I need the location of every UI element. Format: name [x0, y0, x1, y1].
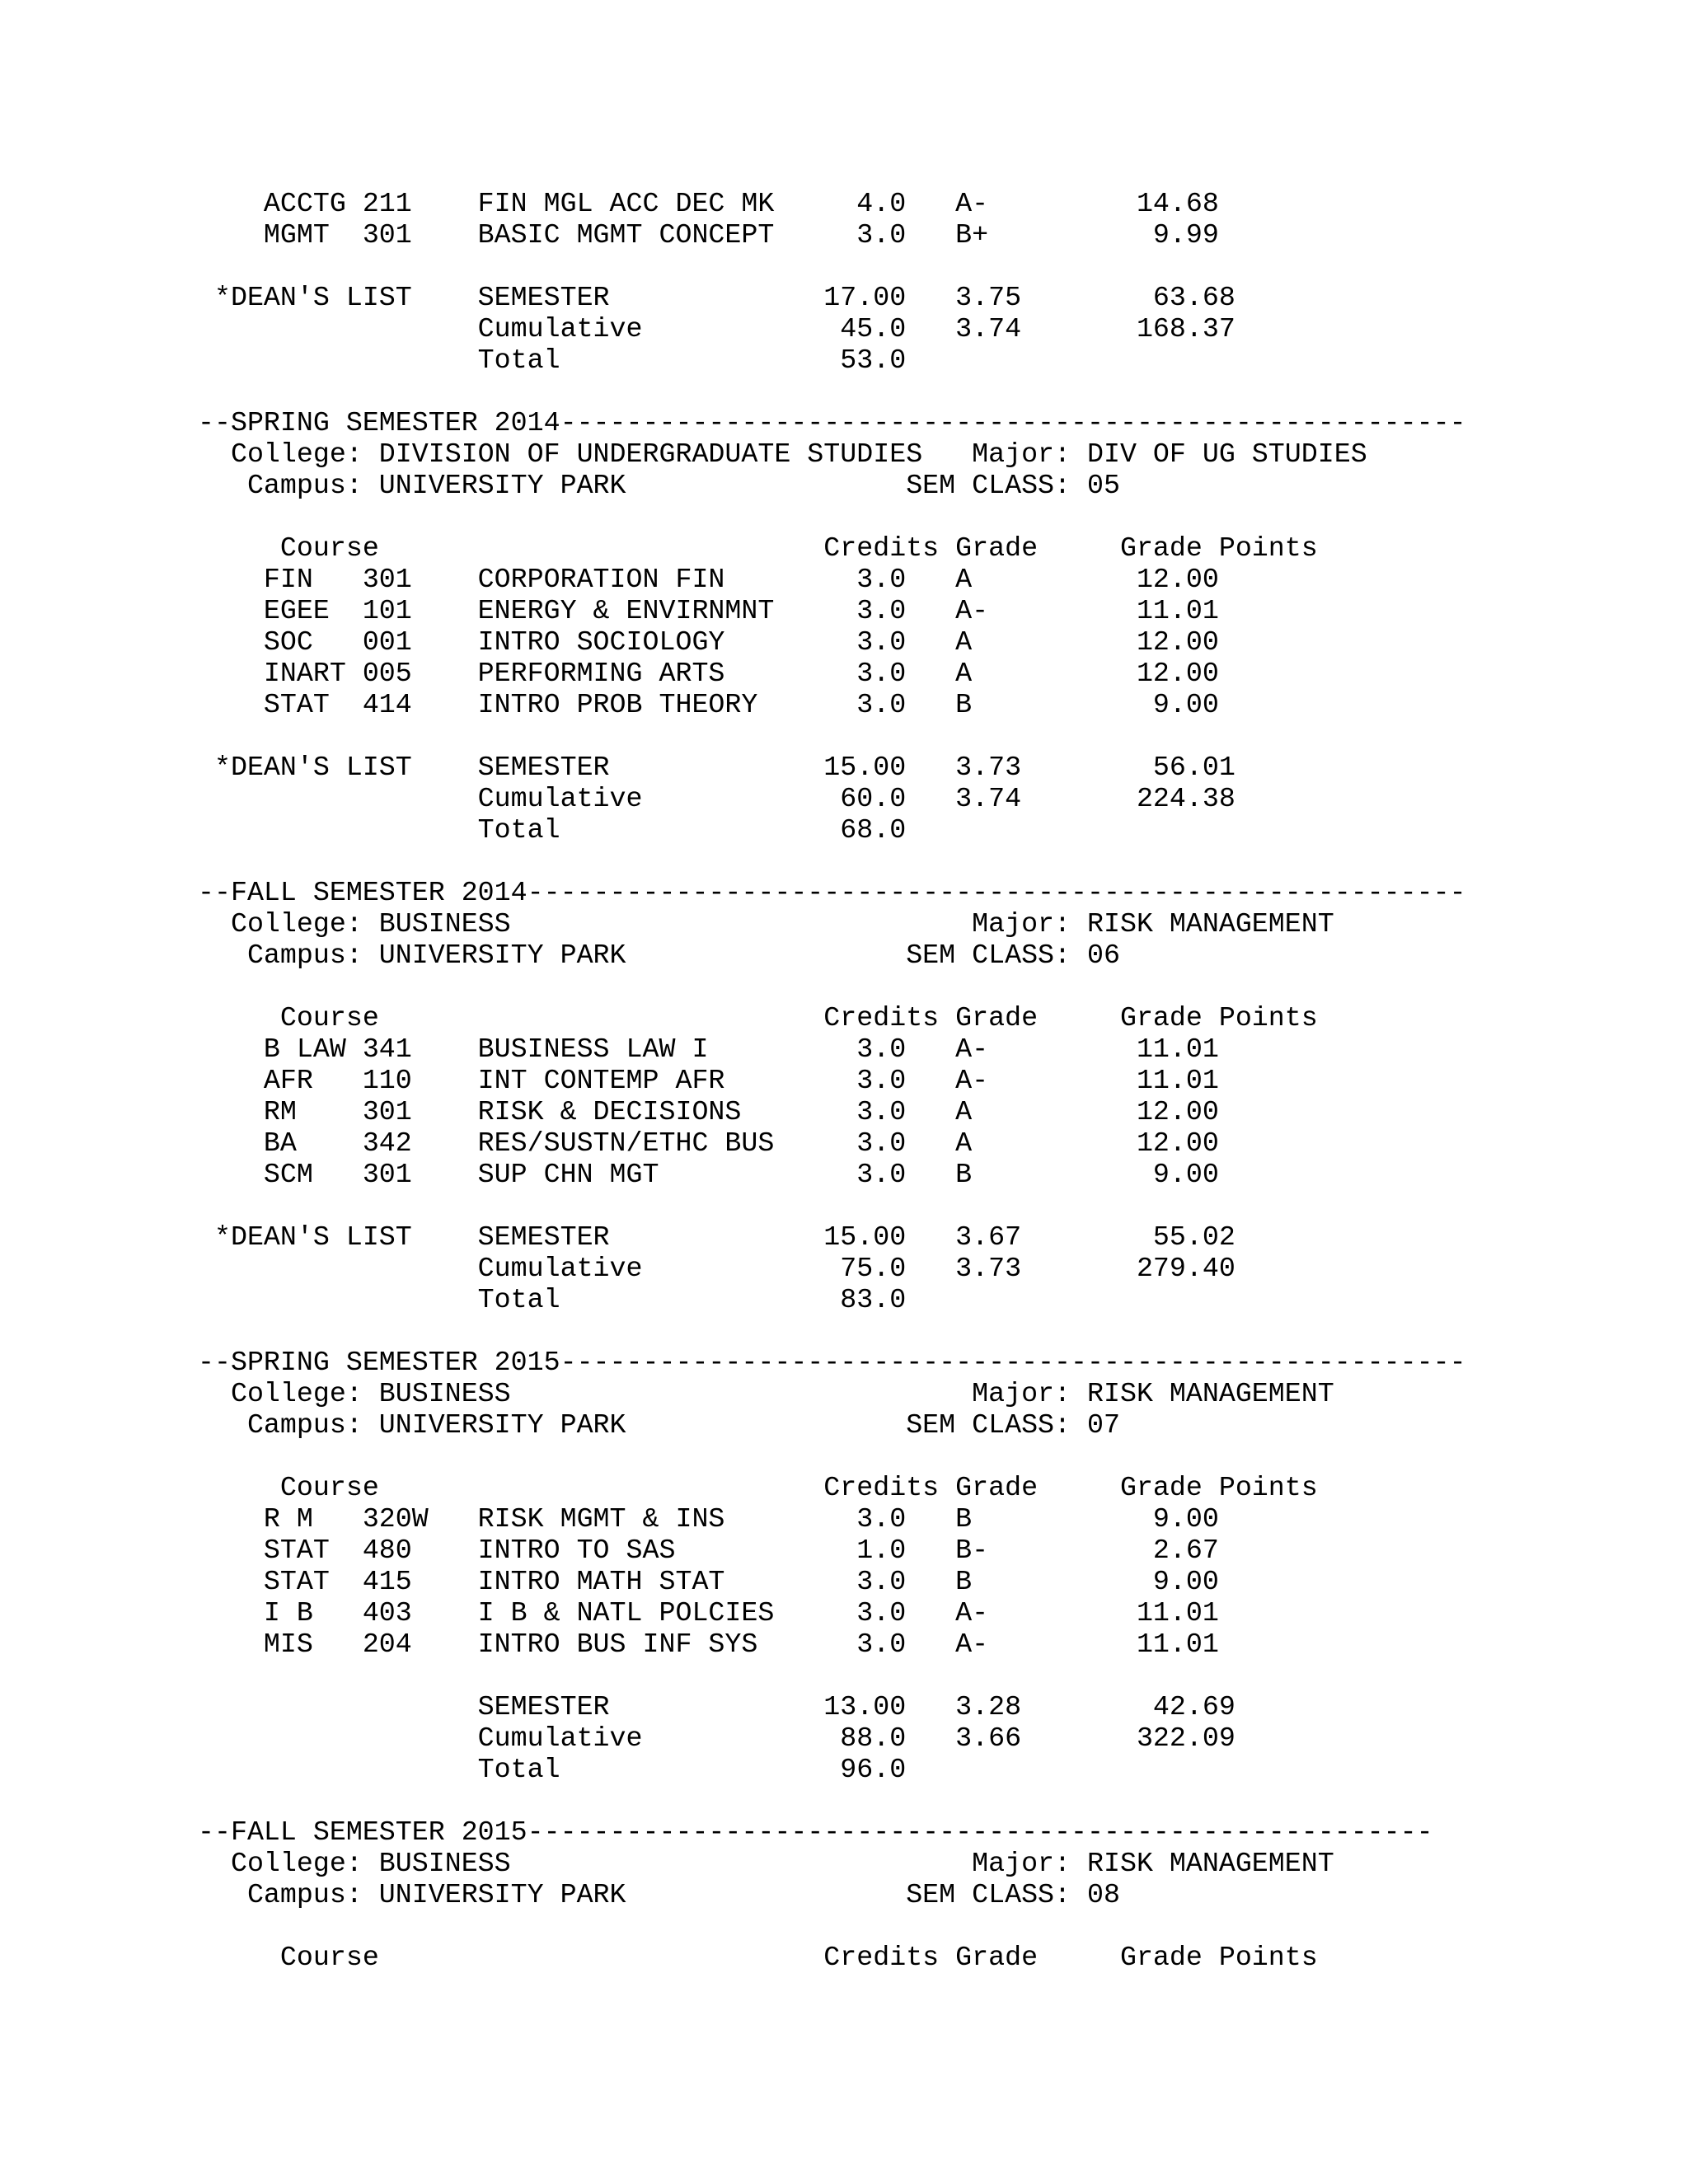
semester-heading — [0, 1816, 1688, 1848]
course-row-text: SOC 001 INTRO SOCIOLOGY 3.0 A 12.00 — [198, 626, 1219, 658]
summary-row — [0, 1754, 1688, 1785]
blank-line — [0, 1190, 1688, 1221]
semester-heading-text: --SPRING SEMESTER 2015------------------------------------------------------- — [198, 1347, 1466, 1378]
college-major-line — [0, 1848, 1688, 1879]
column-header-text: Course Credits Grade Grade Points — [198, 532, 1318, 564]
blank-line — [0, 251, 1688, 282]
column-header — [0, 532, 1688, 564]
course-row — [0, 1127, 1688, 1159]
campus-class-line-text: Campus: UNIVERSITY PARK SEM CLASS: 08 — [198, 1879, 1120, 1910]
course-row — [0, 1096, 1688, 1127]
summary-row-text: *DEAN'S LIST SEMESTER 17.00 3.75 63.68 — [198, 282, 1236, 313]
course-row-text: STAT 480 INTRO TO SAS 1.0 B- 2.67 — [198, 1535, 1219, 1566]
campus-class-line — [0, 1409, 1688, 1441]
course-row — [0, 689, 1688, 720]
campus-class-line — [0, 470, 1688, 501]
column-header-text: Course Credits Grade Grade Points — [198, 1942, 1318, 1973]
college-major-line — [0, 1378, 1688, 1409]
course-row — [0, 626, 1688, 658]
blank-line — [0, 720, 1688, 752]
college-major-line — [0, 438, 1688, 470]
course-row-text: INART 005 PERFORMING ARTS 3.0 A 12.00 — [198, 658, 1219, 689]
summary-row-text: Cumulative 88.0 3.66 322.09 — [198, 1722, 1236, 1754]
course-row — [0, 1629, 1688, 1660]
semester-heading-text: --SPRING SEMESTER 2014------------------------------------------------------- — [198, 407, 1466, 438]
course-row-text: R M 320W RISK MGMT & INS 3.0 B 9.00 — [198, 1503, 1219, 1535]
college-major-line-text: College: BUSINESS Major: RISK MANAGEMENT — [198, 908, 1334, 940]
summary-row-text: SEMESTER 13.00 3.28 42.69 — [198, 1691, 1236, 1722]
transcript-page — [0, 188, 1688, 1973]
summary-row — [0, 282, 1688, 313]
blank-line — [0, 1910, 1688, 1942]
summary-row — [0, 752, 1688, 783]
summary-row-text: *DEAN'S LIST SEMESTER 15.00 3.73 56.01 — [198, 752, 1236, 783]
blank-line — [0, 1785, 1688, 1816]
course-row — [0, 1597, 1688, 1629]
course-row-text: SCM 301 SUP CHN MGT 3.0 B 9.00 — [198, 1159, 1219, 1190]
course-row — [0, 1159, 1688, 1190]
summary-row-text: Cumulative 60.0 3.74 224.38 — [198, 783, 1236, 814]
summary-row — [0, 1284, 1688, 1315]
blank-line — [0, 1441, 1688, 1472]
summary-row — [0, 313, 1688, 344]
summary-row — [0, 1253, 1688, 1284]
summary-row — [0, 1691, 1688, 1722]
column-header-text: Course Credits Grade Grade Points — [198, 1472, 1318, 1503]
column-header-text: Course Credits Grade Grade Points — [198, 1002, 1318, 1033]
course-row-text: I B 403 I B & NATL POLCIES 3.0 A- 11.01 — [198, 1597, 1219, 1629]
campus-class-line-text: Campus: UNIVERSITY PARK SEM CLASS: 05 — [198, 470, 1120, 501]
course-row — [0, 1566, 1688, 1597]
course-row-text: B LAW 341 BUSINESS LAW I 3.0 A- 11.01 — [198, 1033, 1219, 1065]
blank-line — [0, 971, 1688, 1002]
campus-class-line — [0, 940, 1688, 971]
semester-heading-text: --FALL SEMESTER 2015------------------------------------------------------- — [198, 1816, 1433, 1848]
column-header — [0, 1472, 1688, 1503]
semester-heading-text: --FALL SEMESTER 2014--------------------------------------------------------- — [198, 877, 1466, 908]
course-row — [0, 1065, 1688, 1096]
summary-row-text: Total 83.0 — [198, 1284, 907, 1315]
blank-line — [0, 376, 1688, 407]
summary-row-text: Cumulative 75.0 3.73 279.40 — [198, 1253, 1236, 1284]
summary-row-text: Total 68.0 — [198, 814, 907, 846]
blank-line — [0, 1660, 1688, 1691]
campus-class-line-text: Campus: UNIVERSITY PARK SEM CLASS: 06 — [198, 940, 1120, 971]
course-row — [0, 219, 1688, 251]
course-row-text: FIN 301 CORPORATION FIN 3.0 A 12.00 — [198, 564, 1219, 595]
course-row — [0, 1535, 1688, 1566]
summary-row — [0, 814, 1688, 846]
course-row — [0, 564, 1688, 595]
summary-row-text: *DEAN'S LIST SEMESTER 15.00 3.67 55.02 — [198, 1221, 1236, 1253]
course-row-text: BA 342 RES/SUSTN/ETHC BUS 3.0 A 12.00 — [198, 1127, 1219, 1159]
semester-heading — [0, 1347, 1688, 1378]
campus-class-line — [0, 1879, 1688, 1910]
course-row-text: STAT 414 INTRO PROB THEORY 3.0 B 9.00 — [198, 689, 1219, 720]
summary-row — [0, 783, 1688, 814]
course-row-text: MIS 204 INTRO BUS INF SYS 3.0 A- 11.01 — [198, 1629, 1219, 1660]
semester-heading — [0, 877, 1688, 908]
course-row-text: AFR 110 INT CONTEMP AFR 3.0 A- 11.01 — [198, 1065, 1219, 1096]
semester-heading — [0, 407, 1688, 438]
college-major-line — [0, 908, 1688, 940]
course-row — [0, 1033, 1688, 1065]
course-row — [0, 188, 1688, 219]
column-header — [0, 1002, 1688, 1033]
summary-row-text: Total 96.0 — [198, 1754, 907, 1785]
course-row — [0, 658, 1688, 689]
blank-line — [0, 501, 1688, 532]
summary-row-text: Total 53.0 — [198, 344, 907, 376]
summary-row — [0, 1722, 1688, 1754]
college-major-line-text: College: DIVISION OF UNDERGRADUATE STUDIES Major: DIV OF UG STUDIES — [198, 438, 1367, 470]
column-header — [0, 1942, 1688, 1973]
course-row-text: MGMT 301 BASIC MGMT CONCEPT 3.0 B+ 9.99 — [198, 219, 1219, 251]
blank-line — [0, 846, 1688, 877]
course-row-text: ACCTG 211 FIN MGL ACC DEC MK 4.0 A- 14.68 — [198, 188, 1219, 219]
course-row-text: STAT 415 INTRO MATH STAT 3.0 B 9.00 — [198, 1566, 1219, 1597]
college-major-line-text: College: BUSINESS Major: RISK MANAGEMENT — [198, 1378, 1334, 1409]
campus-class-line-text: Campus: UNIVERSITY PARK SEM CLASS: 07 — [198, 1409, 1120, 1441]
course-row-text: EGEE 101 ENERGY & ENVIRNMNT 3.0 A- 11.01 — [198, 595, 1219, 626]
college-major-line-text: College: BUSINESS Major: RISK MANAGEMENT — [198, 1848, 1334, 1879]
summary-row-text: Cumulative 45.0 3.74 168.37 — [198, 313, 1236, 344]
blank-line — [0, 1315, 1688, 1347]
course-row-text: RM 301 RISK & DECISIONS 3.0 A 12.00 — [198, 1096, 1219, 1127]
summary-row — [0, 344, 1688, 376]
course-row — [0, 1503, 1688, 1535]
summary-row — [0, 1221, 1688, 1253]
course-row — [0, 595, 1688, 626]
